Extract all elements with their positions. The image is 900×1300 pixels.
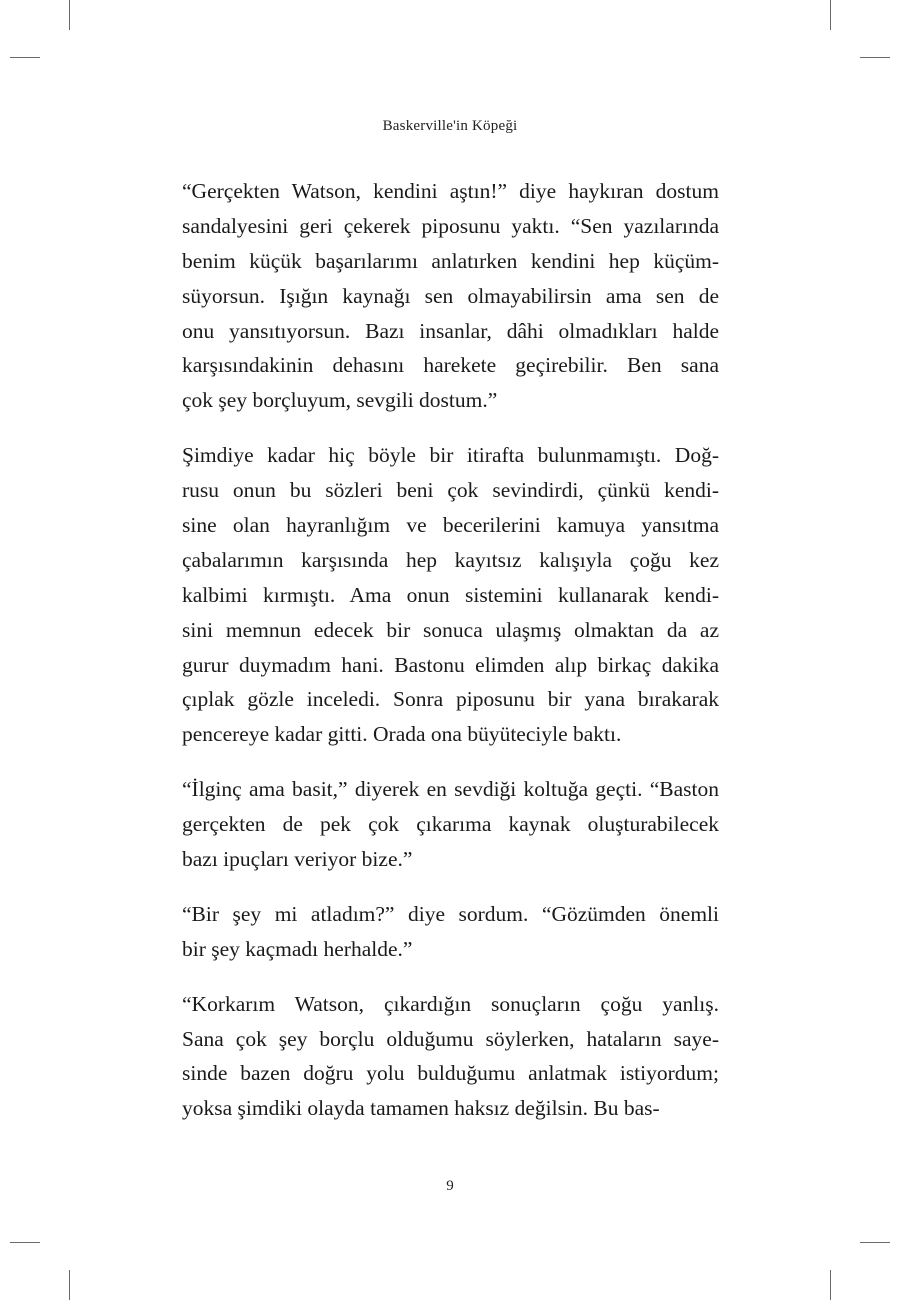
crop-mark-bottom-right-h xyxy=(860,1242,890,1243)
text-line: sini memnun edecek bir sonuca ulaşmış olmaktan da az xyxy=(182,617,719,642)
text-line: çabalarımın karşısında hep kayıtsız kalışıyla çoğu kez xyxy=(182,547,719,572)
text-line: “Bir şey mi atladım?” diye sordum. “Gözümden önemli xyxy=(182,901,719,926)
text-line: kalbimi kırmıştı. Ama onun sistemini kullanarak kendi- xyxy=(182,582,719,607)
text-line: “İlginç ama basit,” diyerek en sevdiği koltuğa geçti. “Baston xyxy=(182,777,719,802)
crop-mark-bottom-left xyxy=(69,1270,70,1300)
crop-mark-top-right-h xyxy=(860,57,890,58)
text-line: onu yansıtıyorsun. Bazı insanlar, dâhi olmadıkları halde xyxy=(182,318,719,343)
text-line: benim küçük başarılarımı anlatırken kendini hep küçüm- xyxy=(182,248,719,273)
paragraph xyxy=(182,174,719,418)
text-line: Sana çok şey borçlu olduğumu söylerken, hataların saye- xyxy=(182,1026,719,1051)
paragraph xyxy=(182,438,719,752)
page-number: 9 xyxy=(446,1178,454,1194)
text-line: gerçekten de pek çok çıkarıma kaynak oluşturabilecek xyxy=(182,812,719,837)
text-line: çıplak gözle inceledi. Sonra piposunu bir yana bırakarak xyxy=(182,687,719,712)
text-line: bazı ipuçları veriyor bize.” xyxy=(182,847,413,872)
text-line: karşısındakinin dehasını harekete geçirebilir. Ben sana xyxy=(182,353,719,378)
text-line: pencereye kadar gitti. Orada ona büyüteciyle baktı. xyxy=(182,722,622,747)
text-line: süyorsun. Işığın kaynağı sen olmayabilirsin ama sen de xyxy=(182,283,719,308)
text-line: sandalyesini geri çekerek piposunu yaktı. “Sen yazılarında xyxy=(182,213,719,238)
text-line: sine olan hayranlığım ve becerilerini kamuya yansıtma xyxy=(182,513,719,538)
text-line: çok şey borçluyum, sevgili dostum.” xyxy=(182,388,498,413)
crop-mark-bottom-left-h xyxy=(10,1242,40,1243)
crop-mark-bottom-right xyxy=(830,1270,831,1300)
paragraph xyxy=(182,987,719,1127)
text-line: sinde bazen doğru yolu bulduğumu anlatmak istiyordum; xyxy=(182,1061,719,1086)
crop-mark-top-left xyxy=(69,0,70,30)
crop-mark-top-right xyxy=(830,0,831,30)
paragraph xyxy=(182,897,719,967)
text-line: rusu onun bu sözleri beni çok sevindirdi, çünkü kendi- xyxy=(182,478,719,503)
text-line: bir şey kaçmadı herhalde.” xyxy=(182,936,413,961)
text-line: gurur duymadım hani. Bastonu elimden alıp birkaç dakika xyxy=(182,652,719,677)
crop-mark-top-left-h xyxy=(10,57,40,58)
running-head: Baskerville'in Köpeği xyxy=(382,118,518,134)
text-line: Şimdiye kadar hiç böyle bir itirafta bulunmamıştı. Doğ- xyxy=(182,443,719,468)
text-line: yoksa şimdiki olayda tamamen haksız değilsin. Bu bas- xyxy=(182,1096,660,1121)
paragraph xyxy=(182,772,719,877)
body-text xyxy=(182,174,719,1146)
text-line: “Korkarım Watson, çıkardığın sonuçların çoğu yanlış. xyxy=(182,991,719,1016)
text-line: “Gerçekten Watson, kendini aştın!” diye haykıran dostum xyxy=(182,179,719,203)
